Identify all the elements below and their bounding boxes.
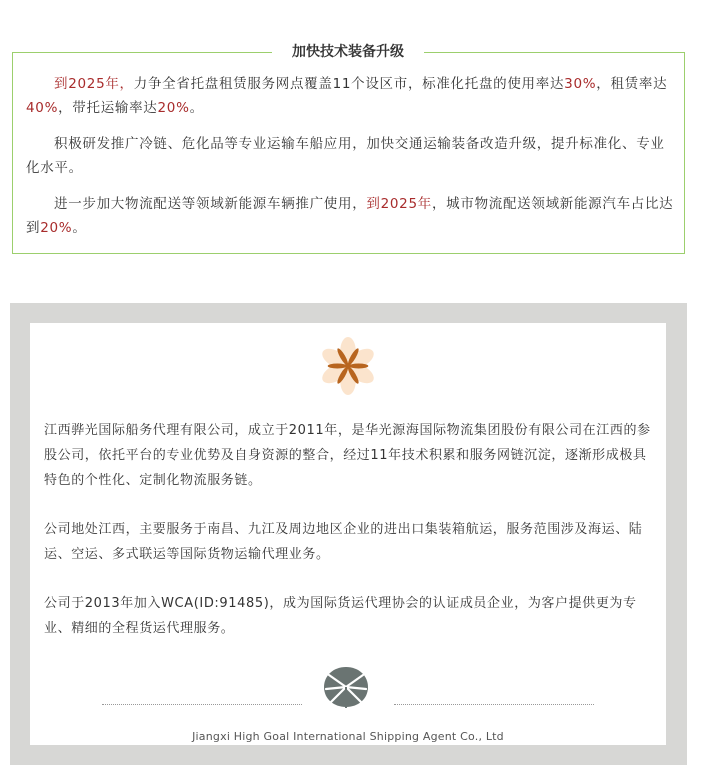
highlight-text: 20% [157,100,190,116]
policy-paragraph [26,72,674,120]
policy-paragraph [26,132,674,180]
company-card [10,303,687,765]
company-description [44,418,652,665]
paragraph-text: 。 [189,100,204,116]
highlight-text: 20% [40,220,73,236]
company-english-name: Jiangxi High Goal International Shipping Agent Co., Ltd [192,730,504,743]
divider-left [102,704,302,705]
company-paragraph: 公司地处江西，主要服务于南昌、九江及周边地区企业的进出口集装箱航运，服务范围涉及海运、陆运、空运、多式联运等国际货物运输代理业务。 [44,522,643,562]
policy-paragraph [26,192,674,240]
highlight-text: 到2025年 [366,196,432,212]
paragraph-text: ，带托运输率达 [58,100,158,116]
divider-right [394,704,594,705]
paragraph-text: 积极研发推广冷链、危化品等专业运输车船应用，加快交通运输装备改造升级，提升标准化、专业化水平。 [26,136,665,176]
paragraph-text: ，租赁率达 [596,76,668,92]
company-paragraph: 江西骅光国际船务代理有限公司，成立于2011年，是华光源海国际物流集团股份有限公司在江西的参股公司，依托平台的专业优势及自身资源的整合，经过11年技术积累和服务网链沉淀，逐渐形成极具特色的个性化、定制化物流服务链。 [44,423,651,488]
flower-icon [319,337,377,395]
policy-section-body [26,72,674,252]
paragraph-text: 进一步加大物流配送等领域新能源车辆推广使用， [54,196,367,212]
highlight-text: 30% [564,76,597,92]
highlight-text: 到2025年， [54,76,134,92]
paragraph-text: ，城市物流配送领域新能源汽车占比达到 [26,196,674,236]
paragraph-text: 。 [72,220,87,236]
company-card-inner [30,323,666,745]
company-paragraph: 公司于2013年加入WCA(ID:91485)，成为国际货运代理协会的认证成员企业，为客户提供更为专业、精细的全程货运代理服务。 [44,596,637,636]
highlight-text: 40% [26,100,59,116]
paragraph-text: 力争全省托盘租赁服务网点覆盖11个设区市，标准化托盘的使用率达 [133,76,565,92]
monstera-leaf-icon [323,665,369,709]
section-title: 加快技术装备升级 [272,42,424,62]
